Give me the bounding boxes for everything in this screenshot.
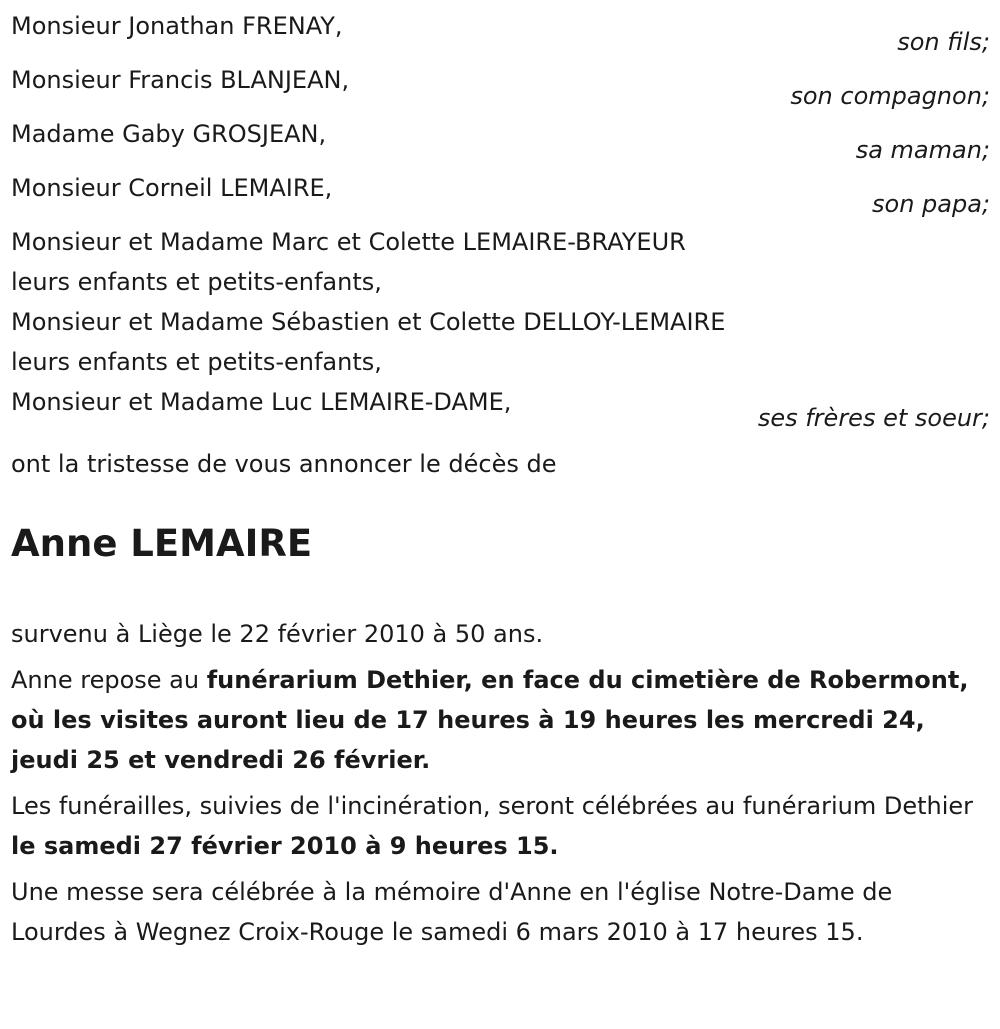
family-member-line: leurs enfants et petits-enfants, [11,348,382,376]
family-role: son compagnon; [790,82,990,110]
family-role: son papa; [872,190,990,218]
family-member-name: Monsieur Jonathan FRENAY, [11,12,343,40]
family-role: ses frères et soeur; [757,404,990,432]
family-member-line: Monsieur et Madame Sébastien et Colette DELLOY-LEMAIRE [11,308,726,336]
family-entry-mother [11,114,990,162]
family-entry-father [11,168,990,216]
family-member-name: Madame Gaby GROSJEAN, [11,120,327,148]
death-info: survenu à Liège le 22 février 2010 à 50 ans. [11,620,544,648]
deceased-name: Anne LEMAIRE [11,522,313,565]
visitation-lead: Anne repose au [11,666,207,694]
family-member-line: leurs enfants et petits-enfants, [11,268,382,296]
funeral-paragraph [11,786,990,866]
visitation-paragraph [11,660,990,780]
family-role: sa maman; [855,136,990,164]
family-member-name: Monsieur Corneil LEMAIRE, [11,174,333,202]
mass-paragraph: Une messe sera célébrée à la mémoire d'Anne en l'église Notre-Dame de Lourdes à Wegnez Croix-Rouge le samedi 6 mars 2010 à 17 heures 15. [11,878,893,946]
family-role: son fils; [897,28,990,56]
visitation-details: funérarium Dethier, en face du cimetière de Robermont, où les visites auront lieu de 17 heures à 19 heures les mercredi 24, jeudi 25 et vendredi 26 février. [11,666,969,774]
announcement-text: ont la tristesse de vous annoncer le décès de [11,450,557,478]
funeral-lead: Les funérailles, suivies de l'incinération, seront célébrées au funérarium Dethier [11,792,974,820]
family-member-line: Monsieur et Madame Luc LEMAIRE-DAME, [11,388,512,416]
family-entry-son [11,6,990,54]
family-entry-siblings [11,222,990,430]
family-entry-companion [11,60,990,108]
family-member-name: Monsieur Francis BLANJEAN, [11,66,350,94]
funeral-date: le samedi 27 février 2010 à 9 heures 15. [11,832,559,860]
family-member-line: Monsieur et Madame Marc et Colette LEMAIRE-BRAYEUR [11,228,686,256]
